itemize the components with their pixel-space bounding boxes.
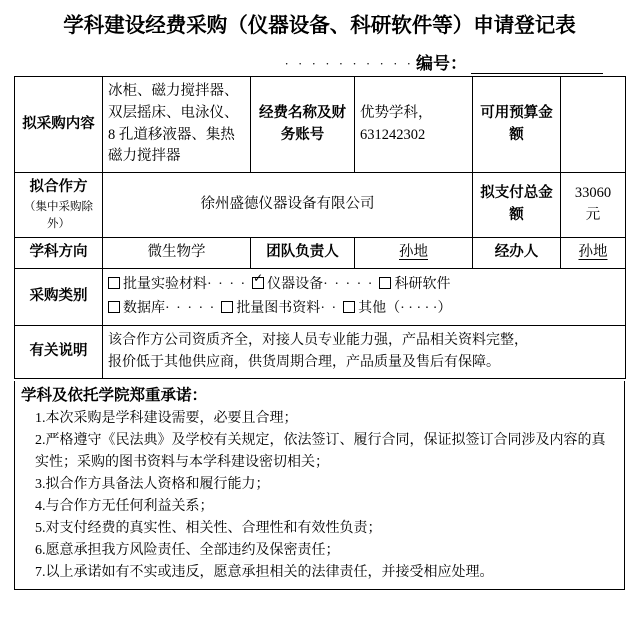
purchase-content-value[interactable]: 冰柜、磁力搅拌器、双层摇床、电泳仪、8 孔道移液器、集热磁力搅拌器 xyxy=(103,77,251,173)
team-leader-signature[interactable]: 孙地 xyxy=(355,238,473,269)
number-label: 编号： xyxy=(416,54,467,73)
category-option-label: 批量实验材料 xyxy=(123,277,207,292)
category-option-bulk-books[interactable] xyxy=(221,301,337,316)
checkbox-icon[interactable] xyxy=(108,277,120,289)
application-form-table xyxy=(14,76,626,379)
promise-item: 6.愿意承担我方风险责任、全部违约及保密责任； xyxy=(35,543,340,559)
category-options-line-2 xyxy=(108,297,620,321)
partner-label-sub: （集中采购除外） xyxy=(24,200,93,230)
category-option-database[interactable] xyxy=(108,301,216,316)
fund-name-account-value[interactable]: 优势学科，631242302 xyxy=(355,77,473,173)
category-option-label: 科研软件 xyxy=(394,277,451,292)
dot-leader: · · · · xyxy=(207,277,247,292)
available-budget-label: 可用预算金额 xyxy=(473,77,561,173)
category-options-line-1 xyxy=(108,273,620,297)
promise-section xyxy=(14,381,625,589)
dot-leader: · · xyxy=(320,300,338,316)
category-option-label: 其他（· · · · ·） xyxy=(358,300,452,316)
purchase-category-options xyxy=(103,269,626,326)
category-option-label: 数据库 xyxy=(123,300,165,316)
document-page xyxy=(0,8,639,635)
promise-item: 2.严格遵守《民法典》及学校有关规定，依法签订、履行合同，保证拟签订合同涉及内容的真实性；采购的图书资料与本学科建设密切相关； xyxy=(35,432,606,470)
remarks-label: 有关说明 xyxy=(15,325,103,379)
promise-title: 学科及依托学院郑重承诺： xyxy=(21,387,208,405)
partner-label xyxy=(15,173,103,238)
partner-value[interactable]: 徐州盛德仪器设备有限公司 xyxy=(103,173,473,238)
dot-leader: · · · · · xyxy=(165,300,216,316)
category-option-research-software[interactable] xyxy=(379,277,450,292)
partner-label-main: 拟合作方 xyxy=(29,179,88,195)
promise-item: 3.拟合作方具备法人资格和履行能力； xyxy=(35,476,270,492)
pay-total-label: 拟支付总金额 xyxy=(473,173,561,238)
checkbox-checked-icon[interactable] xyxy=(252,277,264,289)
table-row xyxy=(15,238,626,269)
available-budget-value[interactable] xyxy=(561,77,626,173)
checkbox-icon[interactable] xyxy=(108,301,120,313)
promise-item: 4.与合作方无任何利益关系； xyxy=(35,499,214,515)
category-option-label: 仪器设备 xyxy=(267,277,324,292)
remarks-value[interactable] xyxy=(103,325,626,379)
pay-total-value[interactable]: 33060 元 xyxy=(561,173,626,238)
promise-item: 1.本次采购是学科建设需要，必要且合理； xyxy=(35,410,298,426)
remarks-line-2: 报价低于其他供应商，供货周期合理，产品质量及售后有保障。 xyxy=(108,354,500,370)
checkbox-icon[interactable] xyxy=(221,301,233,313)
table-row xyxy=(15,77,626,173)
number-line xyxy=(14,44,625,74)
table-row xyxy=(15,325,626,379)
checkbox-icon[interactable] xyxy=(343,301,355,313)
team-leader-label: 团队负责人 xyxy=(251,238,355,269)
discipline-direction-value[interactable]: 微生物学 xyxy=(103,238,251,269)
category-option-bulk-materials[interactable] xyxy=(108,277,247,292)
dot-leader: · · · · · xyxy=(323,277,374,292)
table-row xyxy=(15,173,626,238)
category-option-label: 批量图书资料 xyxy=(236,300,321,316)
category-option-instrument-equipment[interactable] xyxy=(252,277,374,292)
number-input[interactable] xyxy=(471,54,603,74)
handler-label: 经办人 xyxy=(473,238,561,269)
promise-item: 5.对支付经费的真实性、相关性、合理性和有效性负责； xyxy=(35,521,382,537)
handler-signature[interactable]: 孙地 xyxy=(561,238,626,269)
page-title: 学科建设经费采购（仪器设备、科研软件等）申请登记表 xyxy=(63,15,576,37)
category-option-other[interactable] xyxy=(343,301,451,316)
fund-name-account-label: 经费名称及财务账号 xyxy=(251,77,355,173)
checkbox-icon[interactable] xyxy=(379,277,391,289)
number-dots: · · · · · · · · · · xyxy=(284,56,414,71)
promise-item: 7.以上承诺如有不实或违反，愿意承担相关的法律责任，并接受相应处理。 xyxy=(35,565,494,581)
purchase-content-label: 拟采购内容 xyxy=(15,77,103,173)
discipline-direction-label: 学科方向 xyxy=(15,238,103,269)
purchase-category-label: 采购类别 xyxy=(15,269,103,326)
table-row xyxy=(15,269,626,326)
remarks-line-1: 该合作方公司资质齐全，对接人员专业能力强，产品相关资料完整， xyxy=(108,332,528,348)
